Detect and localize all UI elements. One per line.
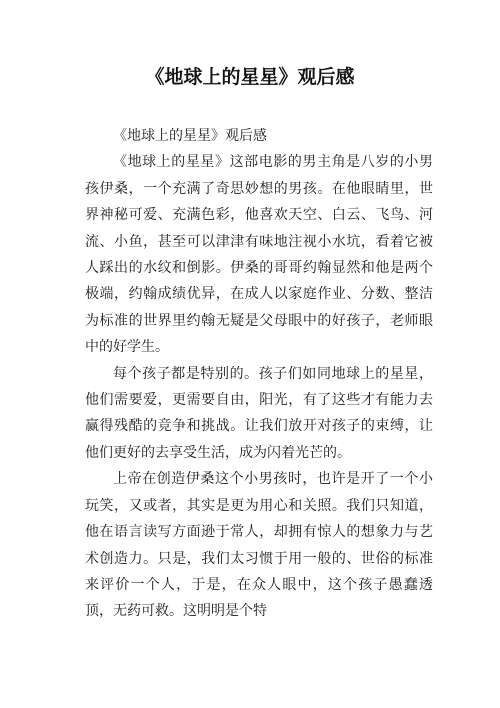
document-title: 《地球上的星星》观后感 bbox=[145, 66, 355, 88]
body-paragraph-2: 每个孩子都是特别的。孩子们如同地球上的星星，他们需要爱，更需要自由，阳光，有了这些才有能力去赢得残酷的竞争和挑战。让我们放开对孩子的束缚，让他们更好的去享受生活，成为闪着光芒的。 bbox=[85, 365, 433, 461]
document-body bbox=[85, 123, 433, 625]
body-paragraph-3: 上帝在创造伊桑这个小男孩时，也许是开了一个小玩笑，又或者，其实是更为用心和关照。我们只知道，他在语言读写方面逊于常人，却拥有惊人的想象力与艺术创造力。只是，我们太习惯于用一般的、世俗的标准来评价一个人，于是，在众人眼中，这个孩子愚蠢透顶，无药可救。这明明是个特 bbox=[85, 471, 433, 620]
body-paragraph-1: 《地球上的星星》这部电影的男主角是八岁的小男孩伊桑，一个充满了奇思妙想的男孩。在他眼睛里，世界神秘可爱、充满色彩，他喜欢天空、白云、飞鸟、河流、小鱼，甚至可以津津有味地注视小水坑，看着它被人踩出的水纹和倒影。伊桑的哥哥约翰显然和他是两个极端，约翰成绩优异，在成人以家庭作业、分数、整洁为标准的世界里约翰无疑是父母眼中的好孩子，老师眼中的好学生。 bbox=[85, 154, 433, 356]
subtitle-paragraph: 《地球上的星星》观后感 bbox=[113, 128, 267, 144]
